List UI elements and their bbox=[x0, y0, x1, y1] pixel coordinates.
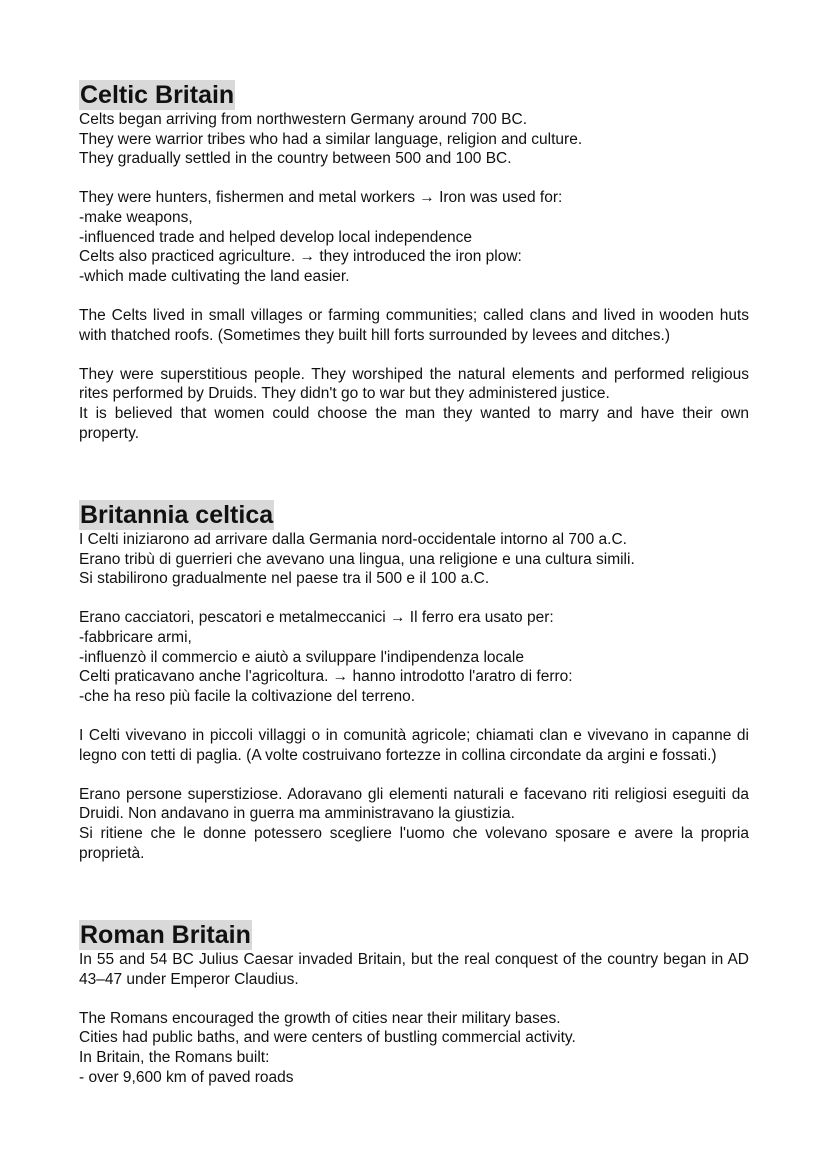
text-line: -make weapons, bbox=[79, 208, 193, 226]
text-line: The Romans encouraged the growth of cities near their military bases. bbox=[79, 1009, 561, 1027]
section-britannia-celtica bbox=[79, 500, 749, 863]
text-line: Erano cacciatori, pescatori e metalmeccanici → Il ferro era usato per: bbox=[79, 609, 554, 627]
text-line: -fabbricare armi, bbox=[79, 628, 192, 646]
section-heading: Roman Britain bbox=[80, 921, 251, 949]
section-heading: Britannia celtica bbox=[80, 501, 274, 529]
text-line: -che ha reso più facile la coltivazione del terreno. bbox=[79, 687, 416, 705]
paragraph: I Celti vivevano in piccoli villaggi o in comunità agricole; chiamati clan e vivevano in capanne di legno con tetti di paglia. (A volte costruivano fortezze in collina circondate da argini e fossati.) bbox=[79, 726, 749, 764]
paragraph: They were superstitious people. They worshiped the natural elements and performed religious rites performed by Druids. They didn't go to war but they administered justice. bbox=[79, 365, 749, 403]
text-line: Celts also practiced agriculture. → they introduced the iron plow: bbox=[79, 248, 522, 266]
text-line: - over 9,600 km of paved roads bbox=[79, 1068, 294, 1086]
text-line: They gradually settled in the country between 500 and 100 BC. bbox=[79, 150, 512, 168]
text-line: They were warrior tribes who had a similar language, religion and culture. bbox=[79, 130, 583, 148]
paragraph: In 55 and 54 BC Julius Caesar invaded Britain, but the real conquest of the country began in AD 43–47 under Emperor Claudius. bbox=[79, 951, 749, 988]
text-line: In Britain, the Romans built: bbox=[79, 1048, 270, 1066]
text-line: Si stabilirono gradualmente nel paese tra il 500 e il 100 a.C. bbox=[79, 570, 490, 588]
paragraph: Erano persone superstiziose. Adoravano gli elementi naturali e facevano riti religiosi eseguiti da Druidi. Non andavano in guerra ma amministravano la giustizia. bbox=[79, 785, 749, 823]
text-line: Celts began arriving from northwestern Germany around 700 BC. bbox=[79, 111, 527, 128]
text-line: Celti praticavano anche l'agricoltura. → hanno introdotto l'aratro di ferro: bbox=[79, 668, 573, 686]
text-line: -influenced trade and helped develop local independence bbox=[79, 228, 472, 246]
text-line: Erano tribù di guerrieri che avevano una lingua, una religione e una cultura simili. bbox=[79, 550, 635, 568]
text-line: Cities had public baths, and were centers of bustling commercial activity. bbox=[79, 1029, 576, 1047]
paragraph: Si ritiene che le donne potessero scegliere l'uomo che volevano sposare e avere la propria proprietà. bbox=[79, 824, 749, 862]
text-line: I Celti iniziarono ad arrivare dalla Germania nord-occidentale intorno al 700 a.C. bbox=[79, 531, 627, 548]
paragraph: The Celts lived in small villages or farming communities; called clans and lived in wooden huts with thatched roofs. (Sometimes they built hill forts surrounded by levees and ditches.) bbox=[79, 306, 749, 344]
section-heading: Celtic Britain bbox=[80, 81, 235, 109]
section-celtic-britain bbox=[79, 80, 749, 443]
text-line: -influenzò il commercio e aiutò a sviluppare l'indipendenza locale bbox=[79, 648, 524, 666]
paragraph: It is believed that women could choose the man they wanted to marry and have their own property. bbox=[79, 404, 749, 442]
text-line: They were hunters, fishermen and metal workers → Iron was used for: bbox=[79, 189, 563, 207]
section-roman-britain bbox=[79, 920, 749, 1087]
text-line: -which made cultivating the land easier. bbox=[79, 267, 350, 285]
